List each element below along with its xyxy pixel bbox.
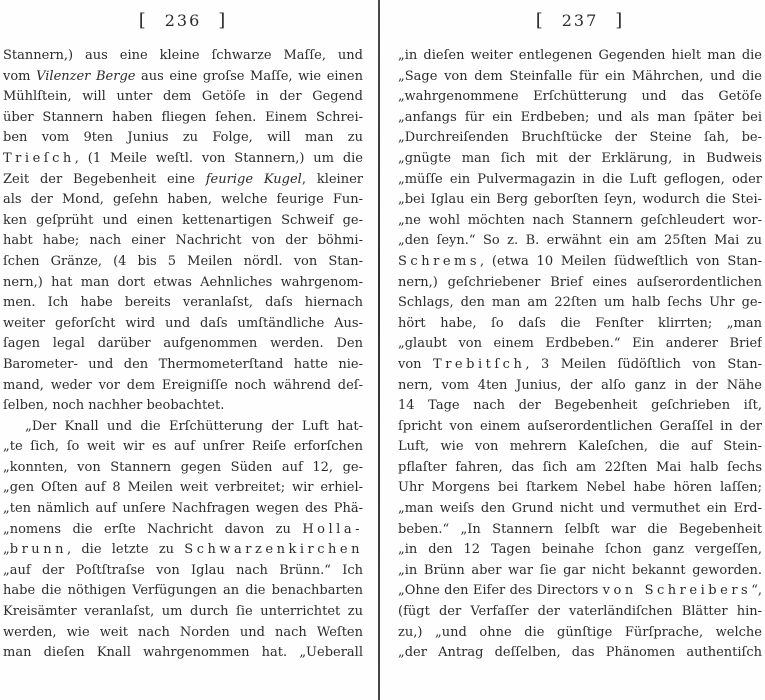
text-line [3, 252, 363, 273]
text-segment: , die letzte zu [66, 542, 185, 558]
text-segment: „in Brünn aber war ſie gar nicht bekannt geworden. [398, 562, 762, 578]
text-line [3, 293, 363, 314]
text-line [3, 334, 363, 355]
text-segment: „Ohne den Eifer des Directors [398, 583, 603, 599]
text-line [3, 190, 363, 211]
letterspaced-term: Schrems [398, 253, 481, 269]
text-segment: 14 Tage nach der Begebenheit geſchrieben iſt, [398, 398, 762, 414]
text-segment: ſagen legal darüber aufgenommen werden. Den [3, 336, 363, 352]
bracket-open: [ [535, 10, 545, 31]
text-segment: über Stannern haben fliegen ſehen. Einem Schrei- [3, 109, 363, 125]
text-line [3, 128, 363, 149]
text-line [398, 376, 762, 397]
text-line [3, 581, 363, 602]
text-segment: „Durchreiſenden Bruchſtücke der Steine ſah, be- [398, 130, 762, 146]
text-line [398, 334, 762, 355]
text-segment: „Der Knall und die Erſchütterung der Luft hat- [25, 418, 363, 434]
text-segment: “, [751, 583, 762, 599]
text-segment: „den ſeyn.“ So z. B. erwähnt ein am 25ſten Mai zu [398, 233, 762, 249]
text-line [3, 273, 363, 294]
text-line [3, 231, 363, 252]
page-right-text-block [398, 46, 762, 664]
letterspaced-term: brunn [9, 542, 67, 558]
text-line [3, 314, 363, 335]
text-line [3, 643, 363, 664]
text-segment: habt habe; nach einer Nachricht von der böhmi- [3, 233, 363, 249]
text-segment: , kleiner [301, 171, 363, 187]
text-line [398, 314, 762, 335]
text-line [398, 417, 762, 438]
text-line [3, 355, 363, 376]
text-line [3, 437, 363, 458]
text-segment: Kreisämter veranlaſst, um durch ſie unterrichtet zu [3, 604, 363, 620]
text-line [3, 87, 363, 108]
text-line [3, 417, 363, 438]
text-segment: „in dieſen weiter entlegenen Gegenden hielt man die [398, 48, 762, 63]
text-line [398, 87, 762, 108]
page-left-number: 236 [164, 11, 202, 30]
text-line [398, 396, 762, 417]
text-segment: „bei Iglau ein Berg geborſten ſeyn, wodurch die Stei- [398, 192, 762, 208]
text-segment: „glaubt von einem Erdbeben.“ Ein anderer Brief [398, 336, 762, 352]
text-segment: Luft, wie von mehrern Kaleſchen, die auf Stein- [398, 439, 762, 455]
italic-term: feurige Kugel [205, 171, 302, 187]
text-line [398, 273, 762, 294]
text-line [398, 46, 762, 67]
text-line [3, 540, 363, 561]
text-line [3, 108, 363, 129]
page-left-number-header [3, 8, 363, 34]
text-segment: zu,) „und ohne die günſtige Fürſprache, welche [398, 624, 762, 640]
text-line [3, 376, 363, 397]
text-line [398, 128, 762, 149]
page-right [398, 8, 762, 664]
bracket-open: [ [138, 10, 148, 31]
text-segment: „gnügte man ſich mit der Erklärung, in Budweis [398, 150, 762, 166]
text-segment: „ten nämlich auf unſere Nachfragen wegen des Phä- [3, 501, 363, 517]
text-segment: (fügt der Verfaſſer der vaterländiſchen Blätter hin- [398, 604, 762, 620]
text-line [398, 623, 762, 644]
text-segment: man dieſen Knall wahrgenommen hat. „Ueberall [3, 645, 363, 661]
text-line [3, 602, 363, 623]
page-right-number: 237 [561, 11, 599, 30]
text-segment: nern,) hat man dort etwas Aehnliches wahrgenom- [3, 274, 363, 290]
letterspaced-term: Trieſch [3, 150, 75, 166]
text-segment: , (etwa 10 Meilen ſüdweſtlich von Stan- [480, 253, 762, 269]
letterspaced-term: Schwarzenkirchen [184, 542, 363, 558]
text-segment: Schlags, den man am 22ſten um halb ſechs Uhr ge- [398, 295, 762, 311]
text-segment: habe die nöthigen Verfügungen an die benachbarten [3, 583, 363, 599]
text-segment: , (1 Meile weſtl. von Stannern,) um die [74, 150, 363, 166]
text-segment: „ne wohl möchten nach Stannern geſchleudert wor- [398, 212, 762, 228]
text-segment: Mühlſtein, will unter dem Getöſe in der Gegend [3, 89, 363, 105]
text-segment: nern,) geſchriebener Brief eines auſserordentlichen [398, 274, 762, 290]
text-line [3, 478, 363, 499]
text-segment: „auf der Poſtſtraſse von Iglau nach Brünn.“ Ich [3, 562, 363, 578]
text-segment: werden, wie weit nach Norden und nach Weſten [3, 624, 363, 640]
text-line [3, 149, 363, 170]
text-segment: Zeit der Begebenheit eine [3, 171, 206, 187]
text-line [398, 602, 762, 623]
text-line [398, 540, 762, 561]
text-segment: „Sage von dem Steinfalle für ein Mährchen, und die [398, 68, 762, 84]
text-line [3, 499, 363, 520]
text-segment: „konnten, von Stannern gegen Süden auf 12, ge- [3, 459, 363, 475]
text-line [398, 190, 762, 211]
text-line [398, 355, 762, 376]
text-line [398, 108, 762, 129]
text-line [3, 623, 363, 644]
page-left [3, 8, 363, 664]
text-line [3, 170, 363, 191]
text-line [398, 643, 762, 664]
text-line [398, 458, 762, 479]
text-line [3, 396, 363, 417]
page-right-number-header [398, 8, 762, 34]
text-segment: ſpricht von einem auſserordentlichen Geraſſel in der [398, 418, 762, 434]
text-segment: nern, vom 4ten Junius, der alſo ganz in der Nähe [398, 377, 762, 393]
text-line [398, 581, 762, 602]
text-segment: aus eine groſse Maſſe, wie einen [135, 68, 363, 84]
text-segment: , 3 Meilen ſüdöſtlich von Stan- [525, 356, 762, 372]
text-line [398, 499, 762, 520]
text-segment: „in den 12 Tagen beinahe ſchon ganz vergeſſen, [398, 542, 762, 558]
text-line [398, 67, 762, 88]
text-segment: „gen Oſten auf 8 Meilen weit verbreitet; wir erhiel- [3, 480, 363, 496]
text-segment: „anfangs für ein Erdbeben; und als man ſpäter bei [398, 109, 762, 125]
text-line [3, 561, 363, 582]
text-segment: ken geſprüht und einen kettenartigen Schweif ge- [3, 212, 363, 228]
text-segment: Uhr Morgens bei ſtarkem Nebel habe hören laſſen; [398, 480, 762, 496]
text-segment: hört habe, ſo daſs die Fenſter klirrten; „man [398, 315, 762, 331]
text-line [3, 520, 363, 541]
text-segment: Stannern,) aus eine kleine ſchwarze Maſſe, und [3, 48, 363, 63]
text-line [3, 67, 363, 88]
text-segment: ſelben, noch nachher beobachtet. [3, 398, 225, 414]
text-line [398, 561, 762, 582]
text-line [398, 252, 762, 273]
letterspaced-term: Trebitſch [433, 356, 526, 372]
text-segment: „nomens die erſte Nachricht davon zu [3, 521, 303, 537]
text-segment: Barometer- und den Thermometerſtand hatte nie- [3, 356, 363, 372]
text-segment: pflaſter fahren, das ſich am 22ſten Mai halb ſechs [398, 459, 762, 475]
text-segment: vom [3, 68, 37, 84]
text-line [398, 149, 762, 170]
text-segment: als der Mond, geſehn haben, welche feurige Fun- [3, 192, 363, 208]
text-line [398, 293, 762, 314]
text-line [3, 46, 363, 67]
text-line [398, 231, 762, 252]
text-line [3, 211, 363, 232]
text-segment: men. Ich habe bereits veranlaſst, daſs hiernach [3, 295, 363, 311]
page-left-text-block [3, 46, 363, 664]
text-line [398, 437, 762, 458]
text-segment: „wahrgenommene Erſchütterung und das Getöſe [398, 89, 762, 105]
italic-term: Vilenzer Berge [36, 68, 136, 84]
text-segment: von [398, 356, 434, 372]
text-segment: beben.“ „In Stannern ſelbſt war die Begebenheit [398, 521, 762, 537]
text-segment: „der Antrag deſſelben, das Phänomen authentiſch [398, 645, 762, 661]
text-line [398, 478, 762, 499]
text-line [3, 458, 363, 479]
letterspaced-term: von Schreibers [602, 583, 752, 599]
text-segment: ben vom 9ten Junius zu Folge, will man zu [3, 130, 363, 146]
text-segment: mand, weder vor dem Ereigniſſe noch während deſ- [3, 377, 363, 393]
text-segment: „ [3, 542, 10, 558]
text-segment: ſchen Gränze, (4 bis 5 Meilen nördl. von Stan- [3, 253, 363, 269]
text-segment: „te ſich, ſo weit wir es auf unſrer Reiſe erforſchen [3, 439, 363, 455]
text-line [398, 211, 762, 232]
bracket-close: ] [218, 10, 228, 31]
text-segment: „müſſe ein Pulvermagazin in die Luft geflogen, oder [398, 171, 762, 187]
text-segment: weiter geforſcht wird und daſs umſtändliche Aus- [3, 315, 363, 331]
page-divider-rule [378, 0, 380, 700]
text-line [398, 170, 762, 191]
text-line [398, 520, 762, 541]
text-segment: „man weiſs den Grund nicht und vermuthet ein Erd- [398, 501, 762, 517]
bracket-close: ] [615, 10, 625, 31]
letterspaced-term: Holla- [302, 521, 363, 537]
